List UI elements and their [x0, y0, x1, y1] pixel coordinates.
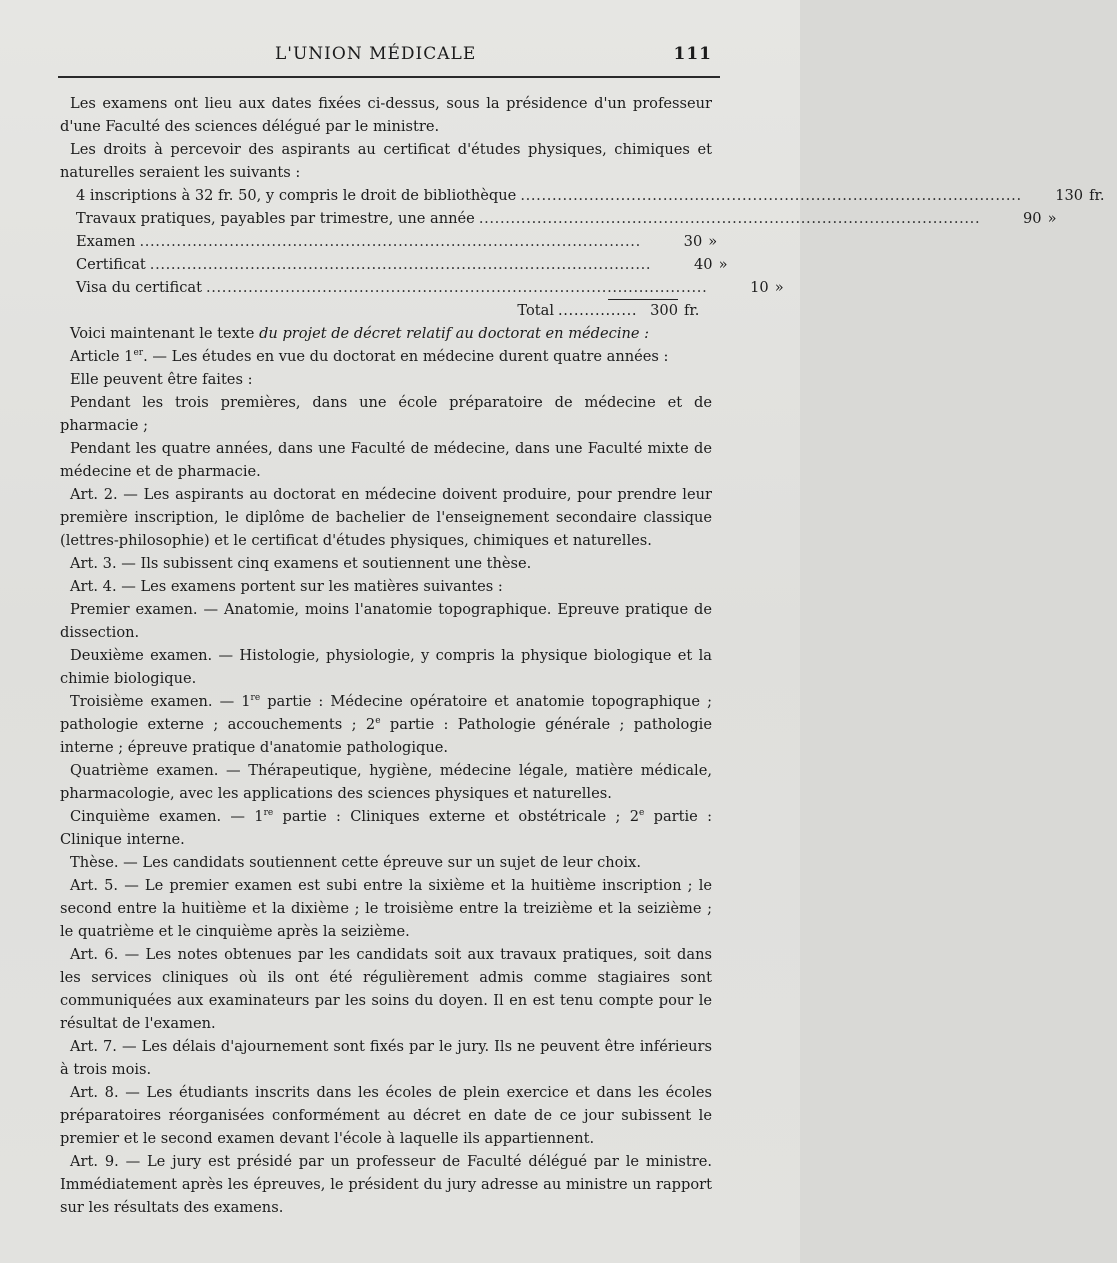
total-label: Total [517, 302, 554, 319]
fee-label: Visa du certificat [76, 279, 202, 296]
exam-4: Quatrième examen. — Thérapeutique, hygiène, médecine légale, matière médicale, pharmacologie, avec les applications des sciences physiques et naturelles. [60, 762, 712, 802]
exam-3-sup-2: e [375, 716, 381, 727]
leader-dots [206, 276, 705, 299]
leader-dots [139, 230, 638, 253]
fee-amount: 10 [750, 279, 769, 296]
fee-row [76, 276, 784, 299]
exam-5-text-b: partie : Cliniques externe et obstétricale ; 2 [273, 808, 639, 825]
page-number: 111 [673, 44, 712, 64]
article-5: Art. 5. — Le premier examen est subi entre la sixième et la huitième inscription ; le second entre la huitième et la dixième ; le troisième entre la treizième et la seizième ; le quatrième et le cinquième après la seizième. [60, 877, 712, 940]
fee-unit: » [708, 233, 718, 250]
fee-total-row [76, 299, 712, 322]
intro-paragraph-2: Les droits à percevoir des aspirants au certificat d'études physiques, chimiques et naturelles seraient les suivants : [60, 141, 712, 181]
article-4: Art. 4. — Les examens portent sur les matières suivantes : [70, 578, 503, 595]
fee-unit: » [774, 279, 784, 296]
article-1-label: Article 1 [70, 348, 134, 365]
running-header [60, 44, 712, 72]
fee-amount: 90 [1023, 210, 1042, 227]
exam-5-sup-1: re [263, 808, 274, 819]
exam-3-text-a: Troisième examen. — 1 [70, 693, 251, 710]
fee-amount: 40 [693, 256, 713, 273]
fee-row [76, 230, 718, 253]
article-6: Art. 6. — Les notes obtenues par les candidats soit aux travaux pratiques, soit dans les services cliniques où ils ont été régulièrement admis comme stagiaires sont communiquées aux examinateurs par les soins du doyen. Il en est tenu compte pour le résultat de l'examen. [60, 946, 712, 1032]
fee-label: Certificat [76, 256, 146, 273]
total-amount: 300 [650, 302, 678, 319]
journal-title: L'UNION MÉDICALE [275, 44, 477, 64]
leader-dots: . . . . . . . . . . . . . . . [558, 302, 635, 319]
exam-5 [60, 805, 712, 851]
decree-intro-text: Voici maintenant le texte [70, 325, 260, 342]
article-8: Art. 8. — Les étudiants inscrits dans les écoles de plein exercice et dans les écoles préparatoires réorganisées conformément au décret en date de ce jour subissent le premier et le second examen devant l'école à laquelle ils appartiennent. [60, 1084, 712, 1147]
exam-2: Deuxième examen. — Histologie, physiologie, y compris la physique biologique et la chimie biologique. [60, 647, 712, 687]
fee-unit: fr. [1089, 187, 1105, 204]
exam-3-sup-1: re [250, 693, 261, 704]
exam-5-sup-2: e [638, 808, 645, 819]
fee-unit: » [1047, 210, 1057, 227]
decree-intro [60, 322, 712, 345]
leader-dots [520, 184, 1019, 207]
total-unit: fr. [684, 302, 700, 319]
fee-table [76, 184, 1105, 322]
page-body [60, 92, 1105, 1219]
fee-label: Travaux pratiques, payables par trimestre, une année [76, 210, 475, 227]
article-1-line-d: Pendant les quatre années, dans une Faculté de médecine, dans une Faculté mixte de médecine et de pharmacie. [60, 440, 712, 480]
article-2: Art. 2. — Les aspirants au doctorat en médecine doivent produire, pour prendre leur première inscription, le diplôme de bachelier de l'enseignement secondaire classique (lettres-philosophie) et le certificat d'études physiques, chimiques et naturelles. [60, 486, 712, 549]
header-rule [58, 76, 720, 78]
exam-3 [60, 690, 712, 759]
exam-1: Premier examen. — Anatomie, moins l'anatomie topographique. Epreuve pratique de dissection. [60, 601, 712, 641]
exam-3-text-c: partie : Pathologie générale ; pathologie interne ; épreuve pratique d'anatomie pathologique. [60, 716, 712, 756]
leader-dots [479, 207, 978, 230]
article-1-line-b: Elle peuvent être faites : [70, 371, 253, 388]
exam-3-text-b: partie : Médecine opératoire et anatomie topographique ; pathologie externe ; accouchements ; 2 [60, 693, 712, 733]
these-paragraph: Thèse. — Les candidats soutiennent cette épreuve sur un sujet de leur choix. [70, 854, 642, 871]
fee-row [76, 207, 1057, 230]
fee-label: Examen [76, 233, 136, 250]
article-1-sup: er [133, 348, 144, 359]
article-7: Art. 7. — Les délais d'ajournement sont fixés par le jury. Ils ne peuvent être inférieurs à trois mois. [60, 1038, 712, 1078]
sum-rule [608, 299, 678, 300]
article-1 [60, 345, 712, 368]
article-1-line-c: Pendant les trois premières, dans une école préparatoire de médecine et de pharmacie ; [60, 394, 712, 434]
fee-amount: 130 [1055, 187, 1084, 204]
article-3: Art. 3. — Ils subissent cinq examens et soutiennent une thèse. [70, 555, 532, 572]
fee-label: 4 inscriptions à 32 fr. 50, y compris le droit de bibliothèque [76, 187, 517, 204]
article-1-text: . — Les études en vue du doctorat en médecine durent quatre années : [143, 348, 669, 365]
exam-5-text-c: partie : Clinique interne. [60, 808, 712, 848]
decree-title: du projet de décret relatif au doctorat en médecine : [259, 325, 650, 342]
fee-row [76, 253, 728, 276]
fee-amount: 30 [683, 233, 703, 250]
intro-paragraph-1: Les examens ont lieu aux dates fixées ci-dessus, sous la présidence d'un professeur d'une Faculté des sciences délégué par le ministre. [60, 95, 712, 135]
fee-unit: » [718, 256, 728, 273]
fee-row [76, 184, 1105, 207]
leader-dots [150, 253, 649, 276]
exam-5-text-a: Cinquième examen. — 1 [70, 808, 264, 825]
article-9: Art. 9. — Le jury est présidé par un professeur de Faculté délégué par le ministre. Immédiatement après les épreuves, le président du jury adresse au ministre un rapport sur les résultats des examens. [60, 1153, 712, 1216]
